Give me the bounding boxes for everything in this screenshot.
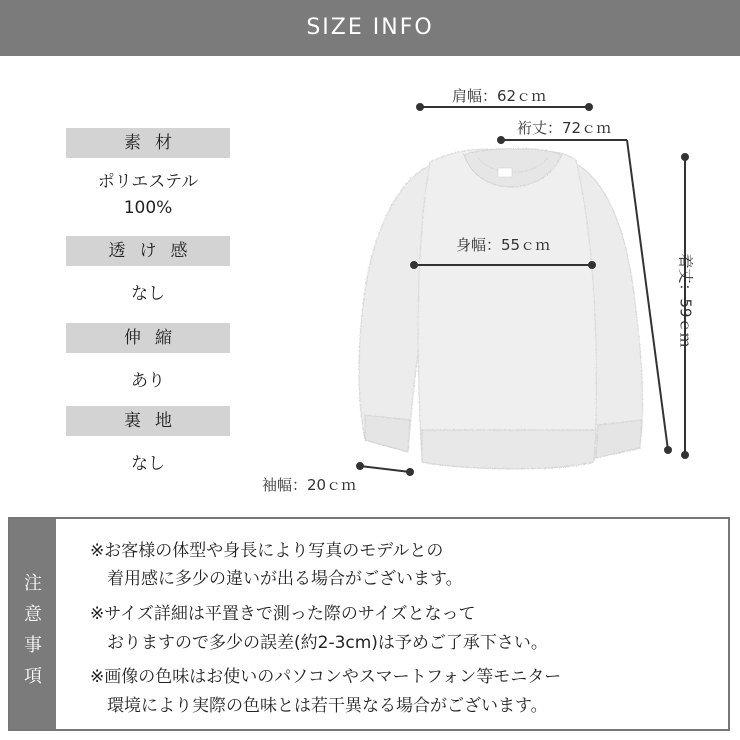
spec-value-material-line1: ポリエステル	[97, 172, 199, 192]
notes-side-char: 事	[24, 635, 42, 656]
measurement-shoulder: 肩幅：62ｃｍ	[452, 87, 547, 105]
notes-side-char: 意	[24, 604, 42, 625]
spec-label-stretch: 伸縮	[66, 323, 230, 353]
measurement-sleeve-width: 袖幅：20ｃｍ	[262, 476, 357, 494]
note-line: ※サイズ詳細は平置きで測った際のサイズとなって	[90, 604, 476, 624]
measurement-sleeve-length: 裄丈：72ｃｍ	[517, 119, 612, 137]
header-title: SIZE INFO	[306, 15, 434, 40]
spec-label-transparency: 透け感	[66, 236, 230, 266]
measurement-length: 着丈：59ｃｍ	[676, 253, 695, 348]
notes-side-char: 項	[24, 666, 42, 687]
note-line: ※お客様の体型や身長により写真のモデルとの	[90, 541, 444, 561]
notes-side-char: 注	[24, 573, 42, 594]
notes-side-label	[10, 519, 56, 729]
spec-value-lining: なし	[131, 454, 165, 474]
note-line: 環境により実際の色味とは若干異なる場合がございます。	[90, 696, 548, 716]
note-line: ※画像の色味はお使いのパソコンやスマートフォン等モニター	[90, 667, 562, 687]
note-line: 着用感に多少の違いが出る場合がございます。	[90, 569, 463, 589]
spec-label-lining: 裏地	[66, 406, 230, 436]
spec-value-material-line2: 100%	[123, 198, 173, 218]
sweater-image	[359, 149, 642, 469]
measurement-body-width: 身幅：55ｃｍ	[456, 236, 551, 254]
spec-label-material: 素材	[66, 128, 230, 158]
brand-tag	[498, 168, 512, 177]
spec-value-stretch: あり	[131, 371, 165, 391]
note-line: おりますので多少の誤差(約2-3cm)は予めご了承下さい。	[90, 633, 548, 653]
spec-value-transparency: なし	[131, 284, 165, 304]
notes-box	[8, 517, 730, 731]
